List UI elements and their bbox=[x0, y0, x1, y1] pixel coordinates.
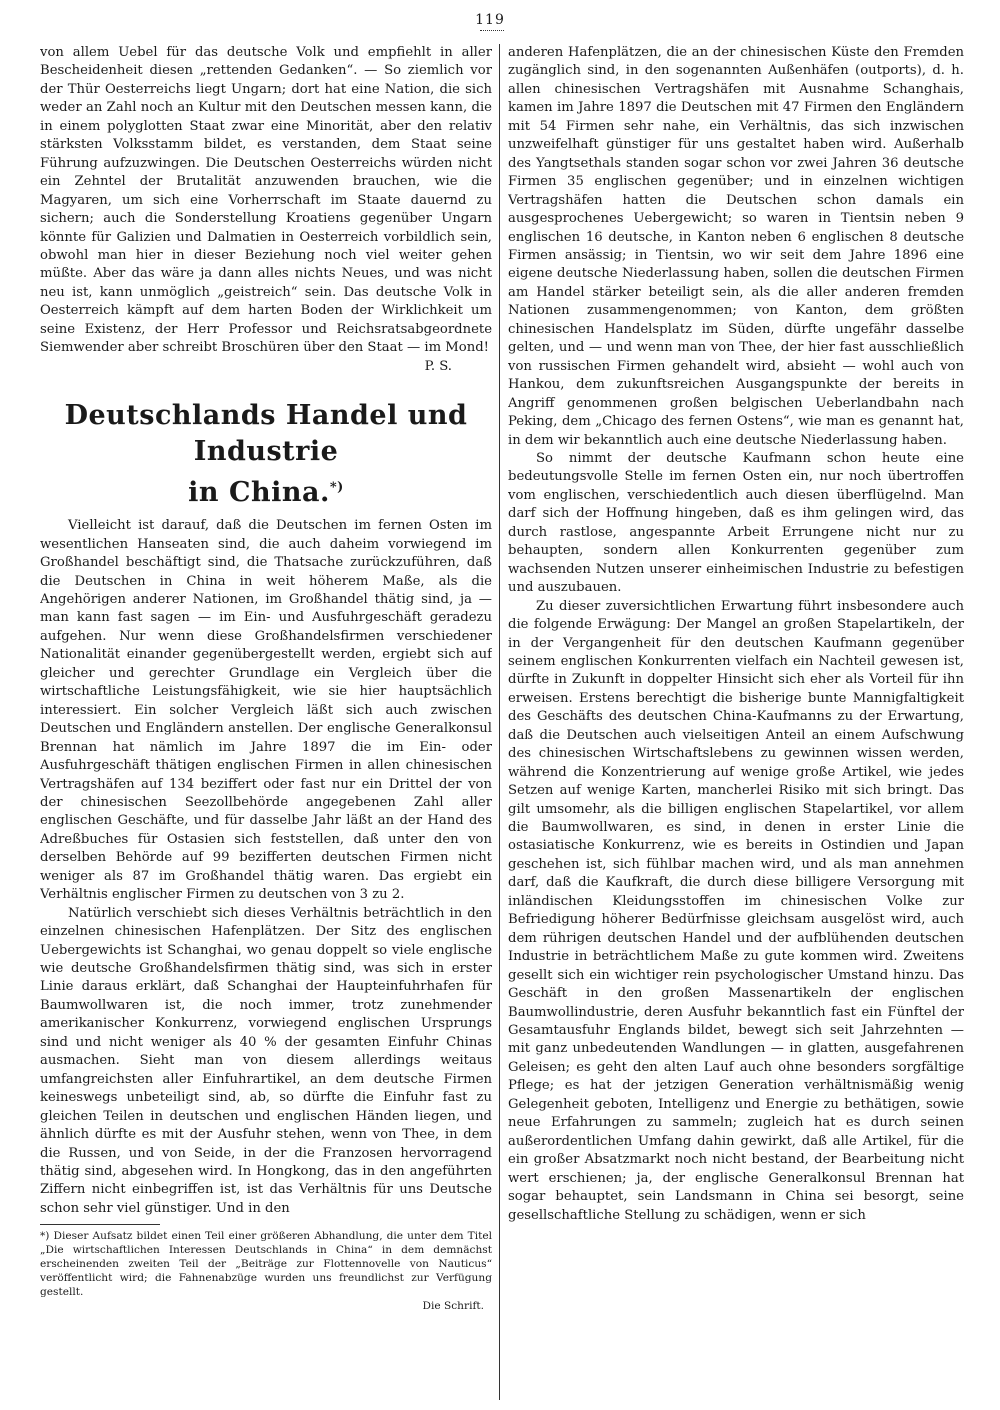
footnote-text: *) Dieser Aufsatz bildet einen Teil einer größeren Abhandlung, die unter dem Titel „Die wirtschaftlichen Interessen Deutschlands in China“ in dem demnächst erscheinenden zweiten Teil der „Beiträge zur Flottennovelle von Nauticus“ veröffentlicht wird; die Fahnenabzüge wurden uns freundlichst zur Verfügung gestellt. bbox=[40, 1230, 492, 1299]
page-number-rule bbox=[480, 30, 504, 31]
article-paragraph-2: Natürlich verschiebt sich dieses Verhältnis beträchtlich in den einzelnen chinesischen Hafenplätzen. Der Sitz des englischen Uebergewichts ist Schanghai, wo genau doppelt so viele englische wie deutsche Großhandelsfirmen thätig sind, was sich in erster Linie daraus erklärt, daß Schanghai der Haupteinfuhrhafen für Baumwollwaren ist, die noch immer, trotz zunehmender amerikanischer Konkurrenz, vorwiegend englischen Ursprungs sind und nicht weniger als 40 % der gesamten Einfuhr Chinas ausmachen. Sieht man von diesem allerdings weitaus umfangreichsten aller Einfuhrartikel, an dem deutsche Firmen keineswegs unbeteiligt sind, ab, so dürfte die Einfuhr fast zu gleichen Teilen in deutschen und englischen Händen liegen, und ähnlich dürfte es mit der Ausfuhr stehen, wenn von Thee, in dem die Russen, und von Seide, in der die Franzosen hervorragend thätig sind, abgesehen wird. In Hongkong, das in den angeführten Ziffern nicht einbegriffen ist, ist das Verhältnis für uns Deutsche schon sehr viel günstiger. Und in den bbox=[40, 905, 492, 1216]
article-paragraph-1: Vielleicht ist darauf, daß die Deutschen im fernen Osten im wesentlichen Hanseaten sind, die auch daheim vorwiegend im Großhandel beschäftigt sind, die Thatsache zurückzuführen, daß die Deutschen in China in weit höherem Maße, als die Angehörigen anderer Nationen, im Großhandel thätig sind, ja — man kann fast sagen — im Ein- und Ausfuhrgeschäft geradezu aufgehen. Nur wenn diese Großhandelsfirmen verschiedener Nationalität einander gegenübergestellt werden, ergiebt sich auf gleicher und gerechter Grundlage ein Vergleich über die wirtschaftliche Leistungsfähigkeit, wie sie hier hauptsächlich interessiert. Ein solcher Vergleich läßt sich auch zwischen Deutschen und Engländern anstellen. Der englische Generalkonsul Brennan hat nämlich im Jahre 1897 die im Ein- oder Ausfuhrgeschäft thätigen englischen Firmen in allen chinesischen Vertragshäfen auf 134 beziffert oder fast nur ein Drittel der von der chinesischen Seezollbehörde angegebenen Zahl aller englischen Geschäfte, und für dasselbe Jahr läßt an der Hand des Adreßbuches für Ostasien sich feststellen, daß unter den von derselben Behörde auf 99 bezifferten deutschen Firmen nicht weniger als 87 im Großhandel thätig waren. Das ergiebt ein Verhältnis englischer Firmen zu deutschen von 3 zu 2. bbox=[40, 518, 492, 903]
right-paragraph-1: anderen Hafenplätzen, die an der chinesischen Küste den Fremden zugänglich sind, in den sogenannten Außenhäfen (outports), d. h. allen chinesischen Vertragshäfen mit Ausnahme Schanghais, kamen im Jahre 1897 die Deutschen mit 47 Firmen den Engländern mit 54 Firmen sehr nahe, ein Verhältnis, das sich inzwischen unzweifelhaft günstiger für uns gestaltet haben wird. Außerhalb des Yangtsethals standen sogar schon vor zwei Jahren 36 deutsche Firmen 35 englischen gegenüber; und in einzelnen wichtigen Vertragshäfen hatten die Deutschen schon damals ein ausgesprochenes Uebergewicht; so waren in Tientsin neben 9 englischen 16 deutsche, in Kanton neben 6 englischen 8 deutsche Firmen ansässig; in Tientsin, wo wir seit dem Jahre 1896 eine eigene deutsche Niederlassung haben, sollen die deutschen Firmen am Handel stärker beteiligt sein, als die aller anderen fremden Nationen zusammengenommen; von Kanton, dem größten chinesischen Handelsplatz im Süden, dürfte ungefähr dasselbe gelten, und — und wenn man von Thee, der hier fast ausschließlich von russischen Firmen gehandelt wird, absieht — wohl auch von Hankou, dem zukunftsreichen Ausgangspunkte der bereits in Angriff genommenen großen belgischen Ueberlandbahn nach Peking, dem „Chicago des fernen Ostens“, wie man es genannt hat, in dem wir bekanntlich auch eine deutsche Niederlassung haben. bbox=[508, 45, 964, 448]
footnote bbox=[40, 1229, 492, 1313]
article-title-line1: Deutschlands Handel und Industrie bbox=[64, 400, 468, 468]
right-column bbox=[508, 44, 964, 1400]
author-signature: P. S. bbox=[424, 358, 452, 374]
page-number: 119 bbox=[475, 12, 505, 28]
right-paragraph-2: So nimmt der deutsche Kaufmann schon heute eine bedeutungsvolle Stelle im fernen Osten ein, nur noch übertroffen vom englischen, verschiedentlich auch diesen überflügelnd. Man darf sich der Hoffnung hingeben, daß es ihm gelingen wird, das durch rastlose, angespannte Arbeit Errungene nicht nur zu behaupten, sondern allen Konkurrenten gegenüber zum wachsenden Nutzen unserer einheimischen Industrie zu befestigen und auszubauen. bbox=[508, 450, 964, 596]
footnote-sign: Die Schrift. bbox=[422, 1300, 484, 1313]
left-column bbox=[40, 44, 492, 1400]
footnote-divider bbox=[40, 1224, 160, 1225]
footnote-marker: *) bbox=[329, 480, 344, 496]
column-divider bbox=[499, 44, 500, 1400]
right-paragraph-3: Zu dieser zuversichtlichen Erwartung führt insbesondere auch die folgende Erwägung: Der Mangel an großen Stapelartikeln, der in der Vergangenheit für den deutschen Kaufmann gegenüber seinem englischen Konkurrenten vielfach ein Nachteil gewesen ist, dürfte in Zukunft in doppelter Hinsicht sich eher als Vorteil für ihn erweisen. Erstens berechtigt die bisherige bunte Mannigfaltigkeit des Geschäfts des deutschen China-Kaufmanns zu der Erwartung, daß die Deutschen auch vielseitigen Anteil an einem Aufschwung des chinesischen Wirtschaftslebens zu gewinnen wissen werden, während die Konzentrierung auf wenige große Artikel, wie jedes Setzen auf wenige Karten, mancherlei Risiko mit sich bringt. Das gilt umsomehr, als die billigen englischen Stapelartikel, vor allem die Baumwollwaren, es sind, in denen in erster Linie die ostasiatische Konkurrenz, wie es bereits in Ostindien und Japan geschehen ist, sich fühlbar machen wird, und als man annehmen darf, daß die Kaufkraft, die durch diese billigere Versorgung mit inländischen Kleidungsstoffen im chinesischen Volke zur Befriedigung höherer Bedürfnisse gleichsam ausgelöst wird, auch dem rührigen deutschen Handel und der aufblühenden deutschen Industrie in beträchtlichem Maße zu gute kommen wird. Zweitens gesellt sich ein wichtiger rein psychologischer Umstand hinzu. Das Geschäft in den großen Massenartikeln der englischen Baumwollindustrie, deren Ausfuhr bekanntlich fast ein Fünftel der Gesamtausfuhr Englands bildet, bewegt sich seit Jahrzehnten — mit ganz unbedeutenden Wandlungen — in glatten, ausgefahrenen Geleisen; es geht den alten Lauf auch ohne besonders sorgfältige Pflege; es hat der jetzigen Generation verhältnismäßig wenig Gelegenheit geboten, Intelligenz und Energie zu bethätigen, sowie neue Erfahrungen zu sammeln; zugleich hat es durch seinen außerordentlichen Umfang dahin gewirkt, daß alle Artikel, für die ein großer Absatzmarkt noch nicht bestand, der Bearbeitung nicht wert erschienen; ja, der englische Generalkonsul Brennan hat sogar behauptet, sein Landsmann in China sei besorgt, seine gesellschaftliche Stellung zu schädigen, wenn er sich bbox=[508, 598, 964, 1223]
article-title bbox=[40, 398, 492, 511]
left-opening-paragraph: von allem Uebel für das deutsche Volk und empfiehlt in aller Bescheidenheit diesen „rettenden Gedanken“. — So ziemlich vor der Thür Oesterreichs liegt Ungarn; dort hat eine Nation, die sich weder an Zahl noch an Kultur mit den Deutschen messen kann, die in einem polyglotten Staat zwar eine Minorität, aber den relativ stärksten Volksstamm bildet, es verstanden, dem Staat seine Führung aufzuzwingen. Die Deutschen Oesterreichs würden nicht ein Zehntel der Brutalität anzuwenden brauchen, wie die Magyaren, um sich eine Vorherrschaft im Staate dauernd zu sichern; auch die Sonderstellung Kroatiens gegenüber Ungarn könnte für Galizien und Dalmatien in Oesterreich vorbildlich sein, obwohl man hier in dieser Beziehung noch viel weiter gehen müßte. Aber das wäre ja dann alles nichts Neues, und was nicht neu ist, kann unmöglich „geistreich“ sein. Das deutsche Volk in Oesterreich kämpft auf dem harten Boden der Wirklichkeit um seine Existenz, der Herr Professor und Reichsratsabgeordnete Siemwender aber schreibt Broschüren über den Staat — im Mond! bbox=[40, 45, 492, 356]
article-title-line2: in China. bbox=[188, 477, 330, 509]
